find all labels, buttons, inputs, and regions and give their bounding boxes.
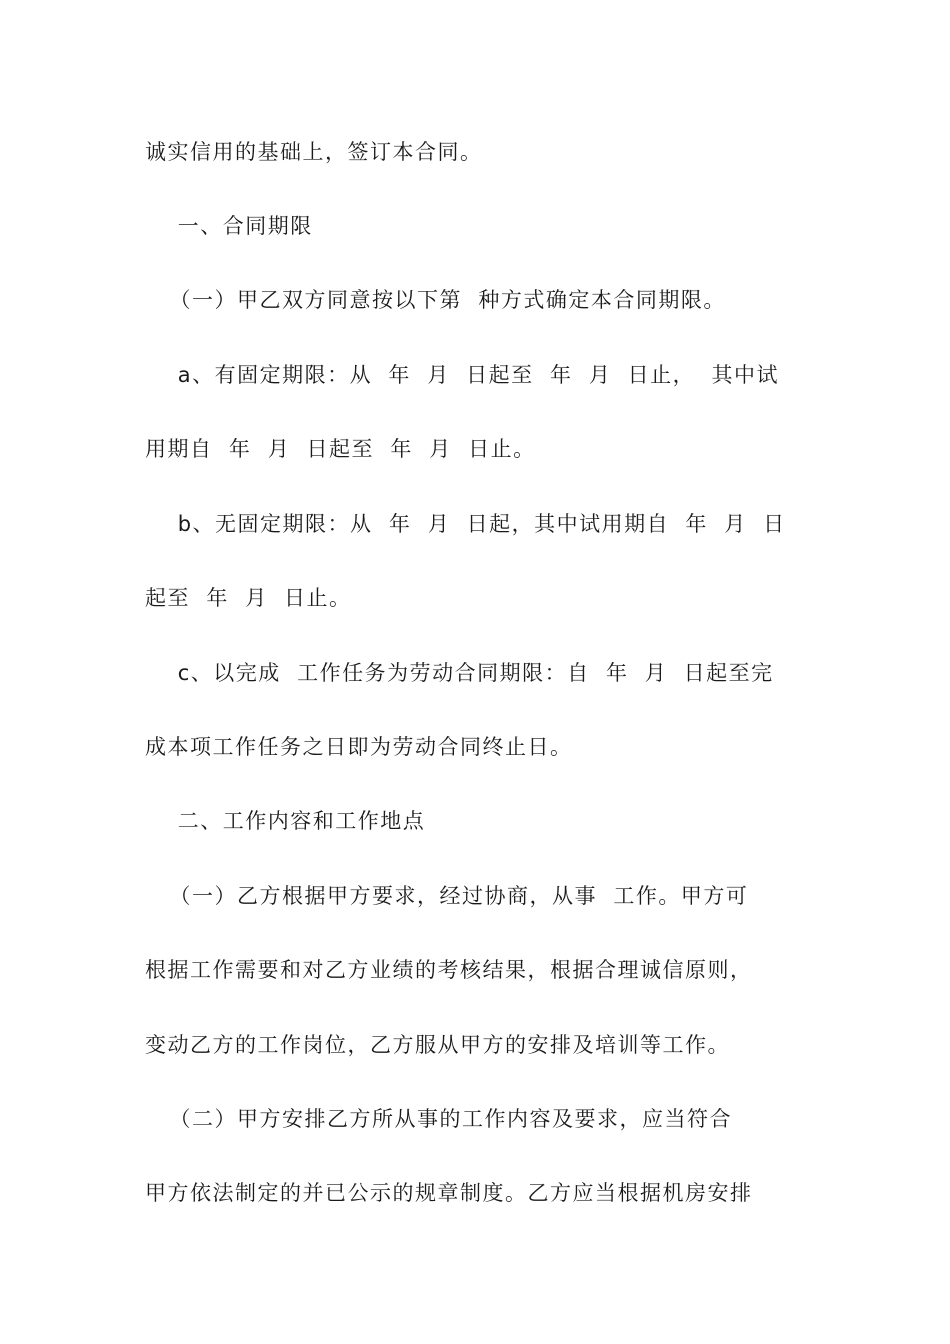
clause-b-line-1: b、无固定期限：从 年 月 日起，其中试用期自 年 月 日 [145,512,786,536]
clause-a-line-2: 用期自 年 月 日起至 年 月 日止。 [145,437,536,461]
clause-a-line-1: a、有固定期限：从 年 月 日起至 年 月 日止， 其中试 [145,363,780,387]
clause-2-2-line-1: （二）甲方安排乙方所从事的工作内容及要求，应当符合 [145,1107,733,1131]
clause-c-line-1: c、以完成 工作任务为劳动合同期限：自 年 月 日起至完 [145,661,774,685]
clause-1-1: （一）甲乙双方同意按以下第 种方式确定本合同期限。 [145,288,726,312]
clause-2-1-line-2: 根据工作需要和对乙方业绩的考核结果，根据合理诚信原则， [145,958,753,982]
paragraph-line-1: 诚实信用的基础上，签订本合同。 [145,140,483,164]
section-heading-contract-term: 一、合同期限 [145,214,313,238]
clause-2-1-line-1: （一）乙方根据甲方要求，经过协商，从事 工作。甲方可 [145,884,749,908]
section-heading-work-content: 二、工作内容和工作地点 [145,809,426,833]
clause-c-line-2: 成本项工作任务之日即为劳动合同终止日。 [145,735,573,759]
clause-2-1-line-3: 变动乙方的工作岗位，乙方服从甲方的安排及培训等工作。 [145,1033,730,1057]
clause-2-2-line-2: 甲方依法制定的并已公示的规章制度。乙方应当根据机房安排 [145,1181,753,1205]
clause-b-line-2: 起至 年 月 日止。 [145,586,352,610]
